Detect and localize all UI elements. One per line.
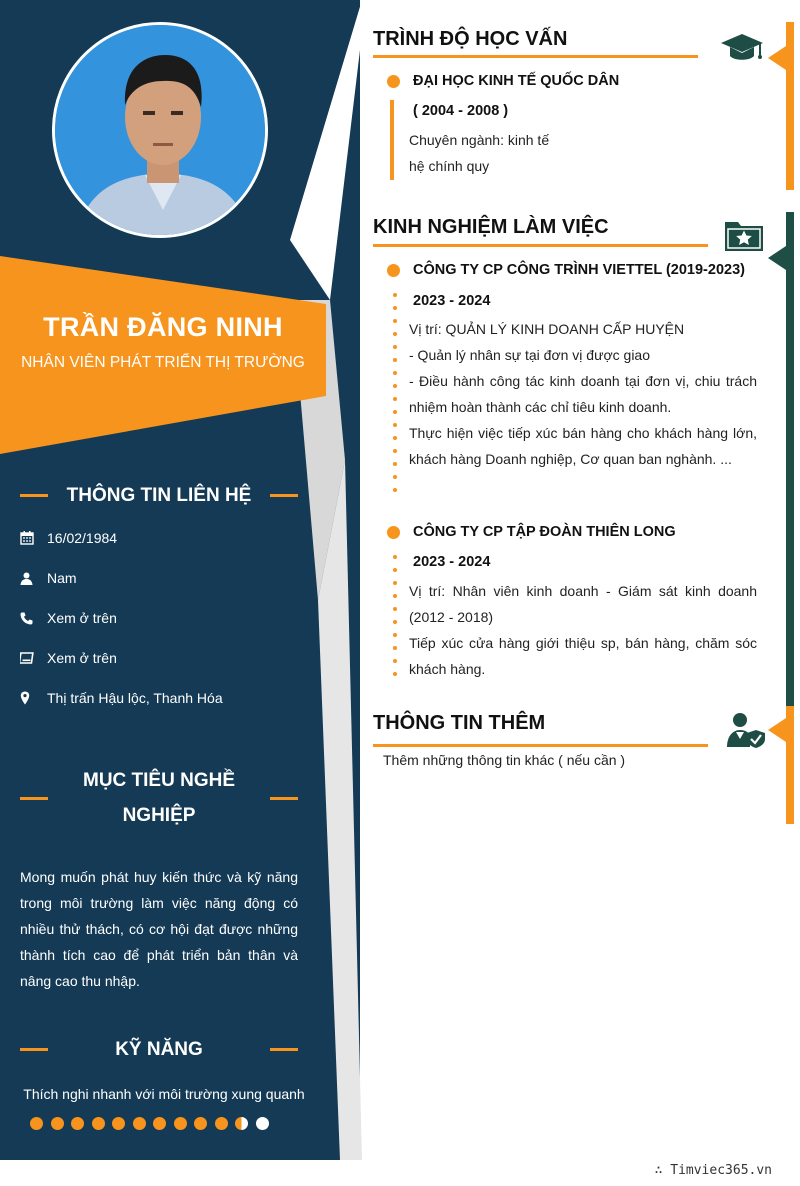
contact-email: Xem ở trên [20, 650, 320, 666]
calendar-icon [20, 530, 47, 546]
person-icon [20, 570, 47, 586]
profile-photo [52, 22, 268, 238]
skill-name: Thích nghi nhanh với môi trường xung quanh [23, 1086, 305, 1102]
skill-level-dot [235, 1117, 248, 1130]
job-company: CÔNG TY CP CÔNG TRÌNH VIETTEL (2019-2023) [413, 262, 745, 278]
contact-birthdate: 16/02/1984 [20, 530, 320, 546]
skill-level-dot [51, 1117, 64, 1130]
education-type: hệ chính quy [409, 158, 490, 174]
watermark-logo-icon: ∴ [654, 1163, 671, 1178]
skill-level-dot [174, 1117, 187, 1130]
job-company: CÔNG TY CP TẬP ĐOÀN THIÊN LONG [413, 524, 676, 540]
goal-heading: MỤC TIÊU NGHỀ NGHIỆP [20, 763, 298, 833]
heading-bar-right [270, 494, 298, 497]
footer-brand: ∴ Timviec365.vn [654, 1163, 772, 1178]
skill-level-dot [153, 1117, 166, 1130]
candidate-job-title: NHÂN VIÊN PHÁT TRIỂN THỊ TRƯỜNG [21, 354, 305, 371]
career-goal-text: Mong muốn phát huy kiến thức và kỹ năng trong môi trường làm việc năng động có nhiều thử thách, có cơ hội đạt được những thành tích cao để phát triển bản thân và nâng cao thu nhập. [20, 869, 298, 989]
location-icon [20, 690, 47, 706]
heading-underline [373, 244, 708, 247]
heading-bar-left [20, 1048, 48, 1051]
job-description-line: - Quản lý nhân sự tại đơn vị được giao [409, 347, 651, 363]
job-description-line: Tiếp xúc cửa hàng giới thiệu sp, bán hàng, chăm sóc khách hàng. [409, 635, 757, 677]
timeline-dotted-line [393, 293, 397, 501]
candidate-name: TRẦN ĐĂNG NINH [43, 312, 283, 342]
job-position: Vị trí: Nhân viên kinh doanh - Giám sát kinh doanh (2012 - 2018) [409, 583, 757, 625]
skill-level-dot [92, 1117, 105, 1130]
contact-gender: Nam [20, 570, 320, 586]
education-period: ( 2004 - 2008 ) [413, 103, 509, 119]
skill-level-dot [256, 1117, 269, 1130]
job-description-line: - Điều hành công tác kinh doanh tại đơn vị, chiu trách nhiệm hoàn thành các chỉ tiêu kinh doanh. [409, 373, 757, 415]
heading-bar-right [270, 797, 298, 800]
timeline-line [390, 100, 394, 180]
skill-level-dot [194, 1117, 207, 1130]
timeline-bullet [387, 75, 400, 88]
contact-heading: THÔNG TIN LIÊN HỆ [20, 478, 298, 513]
job-period: 2023 - 2024 [413, 293, 491, 309]
skill-level-rating [30, 1117, 269, 1130]
additional-text: Thêm những thông tin khác ( nếu cần ) [383, 752, 626, 768]
side-accent-pointer [768, 46, 786, 70]
contact-address: Thị trấn Hậu lộc, Thanh Hóa [20, 690, 320, 706]
job-description-line: Thực hiện việc tiếp xúc bán hàng cho khách hàng lớn, khách hàng Doanh nghiệp, Cơ quan ban nghành. ... [409, 425, 757, 467]
timeline-bullet [387, 264, 400, 277]
contact-phone: Xem ở trên [20, 610, 320, 626]
education-school: ĐẠI HỌC KINH TẾ QUỐC DÂN [413, 73, 620, 89]
user-shield-icon [726, 712, 766, 753]
folder-star-icon [724, 218, 764, 257]
skill-level-dot [133, 1117, 146, 1130]
email-icon [20, 650, 47, 666]
job-position: Vị trí: QUẢN LÝ KINH DOANH CẤP HUYỆN [409, 321, 685, 337]
side-accent-pointer [768, 246, 786, 270]
skill-level-dot [71, 1117, 84, 1130]
skill-level-dot [112, 1117, 125, 1130]
avatar-portrait-icon [55, 25, 268, 238]
skill-level-dot [215, 1117, 228, 1130]
heading-underline [373, 55, 698, 58]
timeline-dotted-line [393, 555, 397, 685]
education-major: Chuyên ngành: kinh tế [409, 132, 550, 148]
phone-icon [20, 610, 47, 626]
skill-level-dot [30, 1117, 43, 1130]
timeline-bullet [387, 526, 400, 539]
graduation-cap-icon [720, 32, 764, 69]
job-period: 2023 - 2024 [413, 554, 491, 570]
heading-bar-right [270, 1048, 298, 1051]
heading-bar-left [20, 797, 48, 800]
side-accent-bar [786, 706, 794, 824]
heading-bar-left [20, 494, 48, 497]
skills-heading: KỸ NĂNG [20, 1032, 298, 1067]
additional-heading: THÔNG TIN THÊM [373, 712, 546, 734]
side-accent-pointer [768, 718, 786, 742]
side-accent-bar [786, 212, 794, 706]
experience-heading: KINH NGHIỆM LÀM VIỆC [373, 216, 609, 238]
side-accent-bar [786, 22, 794, 190]
education-heading: TRÌNH ĐỘ HỌC VẤN [373, 28, 568, 50]
